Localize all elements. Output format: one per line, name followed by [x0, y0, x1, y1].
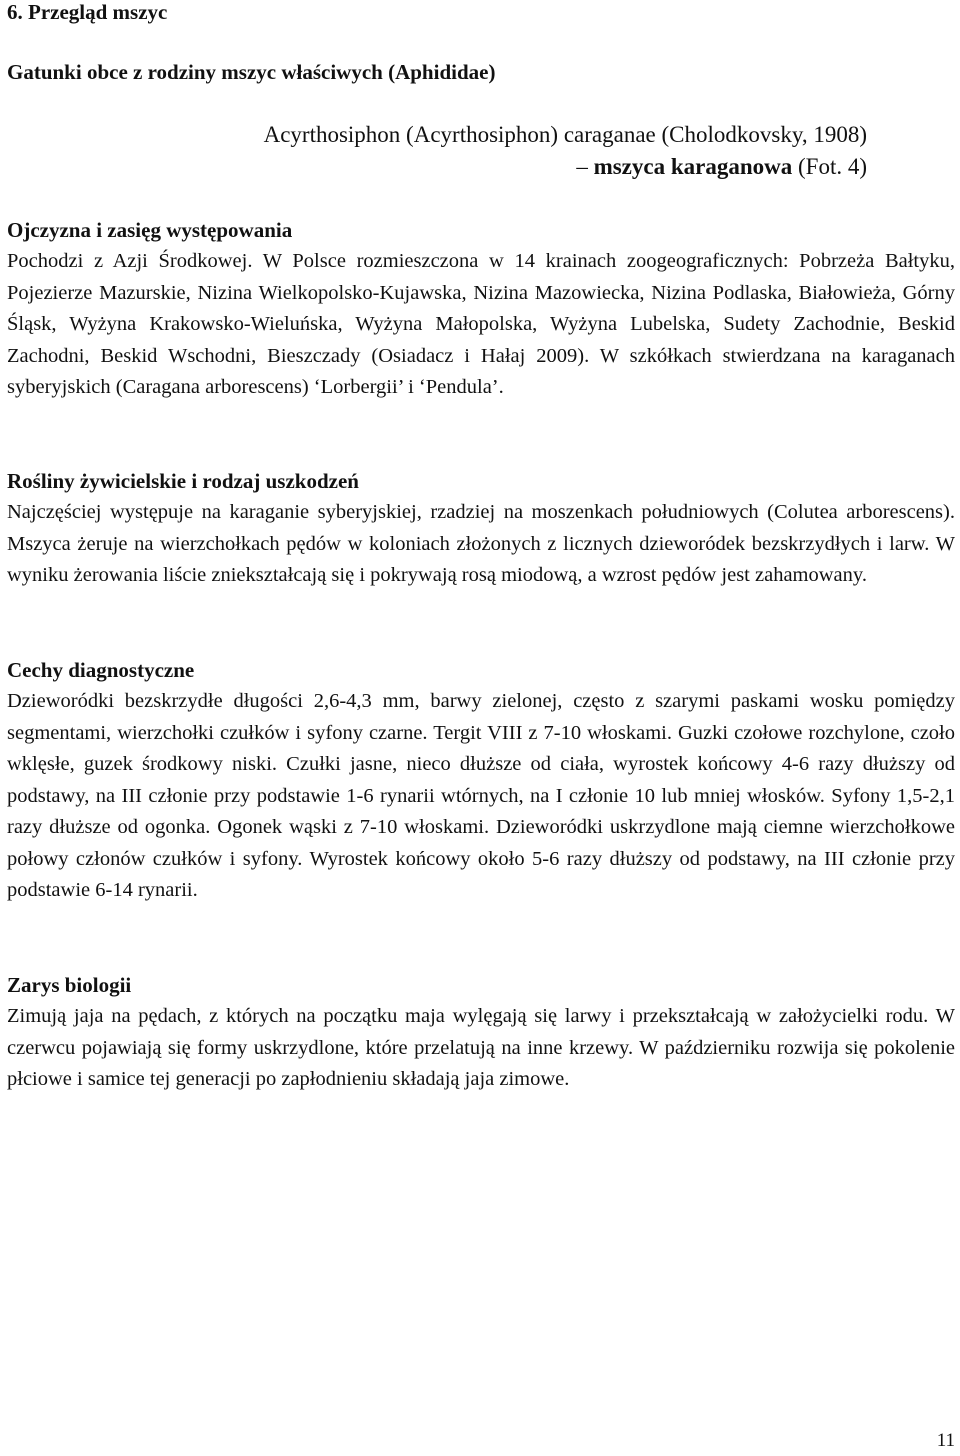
species-dash: – — [576, 154, 594, 179]
origin-heading: Ojczyzna i zasięg występowania — [7, 218, 293, 242]
biology-text: Zimują jaja na pędach, z których na początku maja wylęgają się larwy i przekształcają w założycielki rodu. W czerwcu pojawiają się formy uskrzydlone, które przelatują na inne krzewy. W październiku rozwija się pokolenie płciowe i samice tej generacji po zapłodnieniu składają jaja zimowe. — [7, 1005, 955, 1090]
species-photo-ref: (Fot. 4) — [792, 154, 867, 179]
page-number: 11 — [936, 1430, 955, 1451]
section-diagnostics — [7, 655, 955, 907]
origin-text: Pochodzi z Azji Środkowej. W Polsce rozmieszczona w 14 krainach zoogeograficznych: Pobrzeża Bałtyku, Pojezierze Mazurskie, Nizina Wielkopolsko-Kujawska, Nizina Mazowiecka, Nizina Podlaska, Białowieża, Górny Śląsk, Wyżyna Krakowsko-Wieluńska, Wyżyna Małopolska, Wyżyna Lubelska, Sudety Zachodnie, Beskid Zachodni, Beskid Wschodni, Bieszczady (Osiadacz i Hałaj 2009). W szkółkach stwierdzana na karaganach syberyjskich (Caragana arborescens) ‘Lorbergii’ i ‘Pendula’. — [7, 250, 955, 398]
species-common-name — [7, 152, 867, 182]
hosts-text: Najczęściej występuje na karaganie syberyjskiej, rzadziej na moszenkach południowych (Colutea arborescens). Mszyca żeruje na wierzchołkach pędów w koloniach złożonych z licznych dzieworódek bezskrzydłych i larw. W wyniku żerowania liście zniekształcają się i pokrywają rosą miodową, a wzrost pędów jest zahamowany. — [7, 501, 955, 586]
diagnostics-heading: Cechy diagnostyczne — [7, 658, 195, 682]
hosts-heading: Rośliny żywicielskie i rodzaj uszkodzeń — [7, 469, 359, 493]
species-latin-name: Acyrthosiphon (Acyrthosiphon) caraganae (Cholodkovsky, 1908) — [263, 122, 867, 147]
chapter-title: 6. Przegląd mszyc — [7, 0, 168, 24]
biology-heading: Zarys biologii — [7, 973, 132, 997]
section-title: Gatunki obce z rodziny mszyc właściwych (Aphididae) — [7, 60, 496, 84]
species-polish-name: mszyca karaganowa — [593, 154, 793, 179]
section-origin — [7, 215, 955, 404]
section-biology — [7, 970, 955, 1096]
diagnostics-text: Dzieworódki bezskrzydłe długości 2,6-4,3 mm, barwy zielonej, często z szarymi paskami wosku pomiędzy segmentami, wierzchołki czułków i syfony czarne. Tergit VIII z 7-10 włoskami. Guzki czołowe rozchylone, czoło wklęsłe, guzek środkowy niski. Czułki jasne, nieco dłuższe od ciała, wyrostek końcowy 4-6 razy dłuższy od podstawy, na III członie przy podstawie 1-6 rynarii wtórnych, na I członie 10 lub mniej włosków. Syfony 1,5-2,1 razy dłuższe od ogonka. Ogonek wąski z 7-10 włoskami. Dzieworódki uskrzydlone mają ciemne wierzchołkowe połowy członów czułków i syfony. Wyrostek końcowy około 5-6 razy dłuższy od podstawy, na III członie przy podstawie 6-14 rynarii. — [7, 690, 955, 901]
section-hosts — [7, 466, 955, 592]
